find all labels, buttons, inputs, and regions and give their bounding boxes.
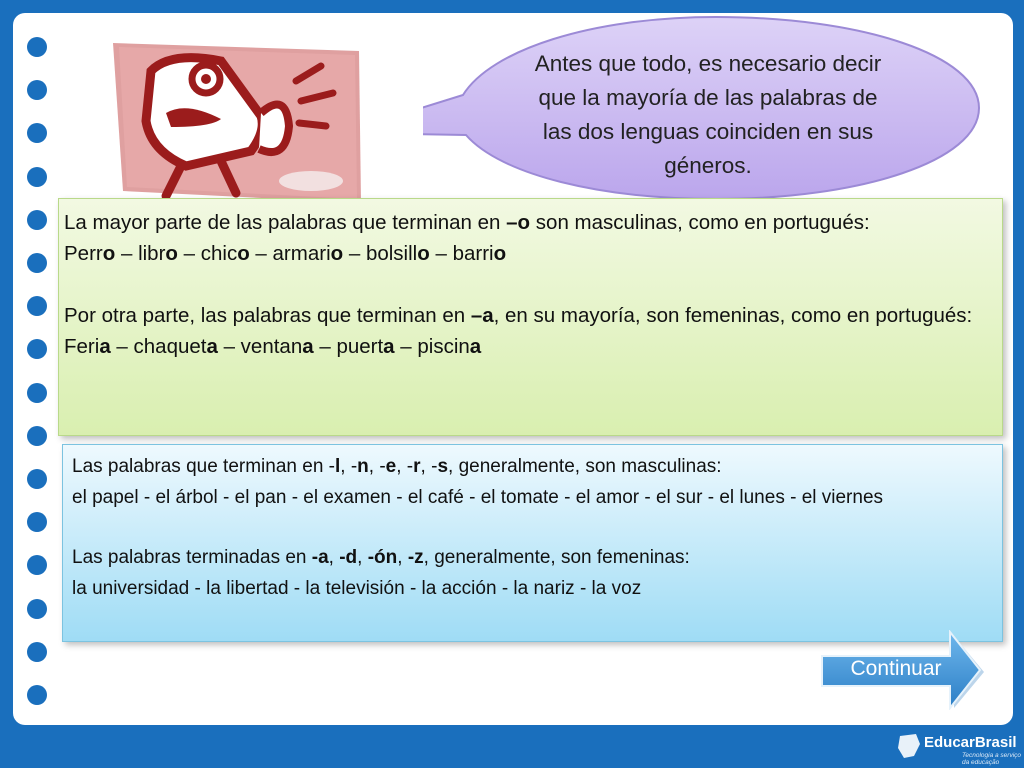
slide-page [13,13,1013,725]
word-ending: o [417,242,430,265]
example-word [64,335,111,358]
masculine-examples-line: el papel - el árbol - el pan - el examen - el café - el tomate - el amor - el sur - el lunes - el viernes [72,486,884,508]
separator: – [394,335,418,358]
separator: , - [396,456,414,477]
rule-ending: –o [506,211,531,234]
spacer [64,269,992,300]
binder-hole [27,296,47,316]
separator: , [328,547,340,568]
binder-hole [27,685,47,705]
rule-ending: r [413,456,421,477]
word-ending: o [493,242,507,265]
word-ending: a [383,335,395,358]
masculine-feminine-o-a-box [58,198,1003,436]
separator: , - [340,456,358,477]
speech-bubble-text: Antes que todo, es necesario decir que la mayoría de las palabras de las dos lenguas coinciden en sus géneros. [534,51,882,178]
word-stem: armari [272,242,331,265]
binder-hole [27,339,47,359]
separator: – [343,242,366,265]
binder-hole [27,167,47,187]
example-word [64,242,115,265]
binder-hole [27,253,47,273]
word-stem: bolsill [365,242,418,265]
rule-text: Las palabras que terminan en - [72,456,335,477]
binder-hole [27,210,47,230]
word-stem: piscin [417,335,470,358]
rule-text: , generalmente, son masculinas: [448,456,722,477]
word-ending: o [165,242,178,265]
binder-hole [27,80,47,100]
binder-hole [27,123,47,143]
example-word [273,242,344,265]
example-word [366,242,430,265]
example-word [453,242,507,265]
binder-hole [27,37,47,57]
masculine-examples [64,238,992,269]
rule-ending: l [335,456,341,477]
o-ending-rule [64,207,992,238]
word-stem: Perr [64,242,103,265]
a-ending-rule [64,300,992,331]
example-word [201,242,250,265]
binder-hole [27,383,47,403]
brand-name: EducarBrasil [924,734,1017,751]
rule-text: son masculinas, como en portugués: [530,211,870,234]
feminine-examples [64,331,992,362]
word-stem: chic [200,242,238,265]
rule-ending: -z [407,547,424,568]
rule-ending: s [437,456,449,477]
separator: – [115,242,139,265]
word-stem: barri [452,242,494,265]
word-ending: o [102,242,116,265]
example-word [241,335,314,358]
masculine-endings-rule [72,452,992,483]
separator: – [429,242,453,265]
word-ending: a [99,335,111,358]
binder-hole [27,512,47,532]
word-ending: o [237,242,250,265]
separator: , - [368,456,386,477]
rule-text: Por otra parte, las palabras que terminan en [64,304,471,327]
feminine-examples-line: la universidad - la libertad - la televisión - la acción - la nariz - la voz [72,577,642,599]
binder-hole [27,555,47,575]
separator: , [397,547,408,568]
word-stem: Feri [64,335,100,358]
binder-hole [27,642,47,662]
separator: – [110,335,134,358]
word-stem: libr [138,242,166,265]
megaphone-illustration [111,31,361,206]
rule-text: La mayor parte de las palabras que terminan en [64,211,507,234]
separator: , - [420,456,438,477]
example-word [336,335,394,358]
example-word [138,242,178,265]
word-ending: a [302,335,314,358]
feminine-endings-rule [72,543,992,574]
rule-text: , en su mayoría, son femeninas, como en portugués: [493,304,973,327]
rule-ending: -a [311,547,329,568]
rule-ending: e [385,456,397,477]
separator: – [249,242,273,265]
word-ending: a [469,335,482,358]
spacer [72,513,992,543]
consonant-endings-box [62,444,1003,642]
rule-ending: –a [470,304,494,327]
word-stem: puert [336,335,384,358]
rule-ending: n [357,456,369,477]
binder-hole [27,469,47,489]
separator: , [357,547,368,568]
continue-button-label[interactable]: Continuar [850,657,942,680]
word-ending: a [206,335,218,358]
rule-ending: -ón [367,547,398,568]
separator: – [217,335,241,358]
example-word [417,335,481,358]
separator: – [177,242,201,265]
binder-hole [27,599,47,619]
word-stem: ventan [240,335,303,358]
separator: – [313,335,337,358]
word-stem: chaquet [133,335,207,358]
rule-text: , generalmente, son femeninas: [423,547,690,568]
rule-text: Las palabras terminadas en [72,547,312,568]
example-word [134,335,218,358]
word-ending: o [330,242,344,265]
binder-hole [27,426,47,446]
brand-tagline: Tecnologia a serviço da educação [962,752,1022,766]
rule-ending: -d [339,547,358,568]
